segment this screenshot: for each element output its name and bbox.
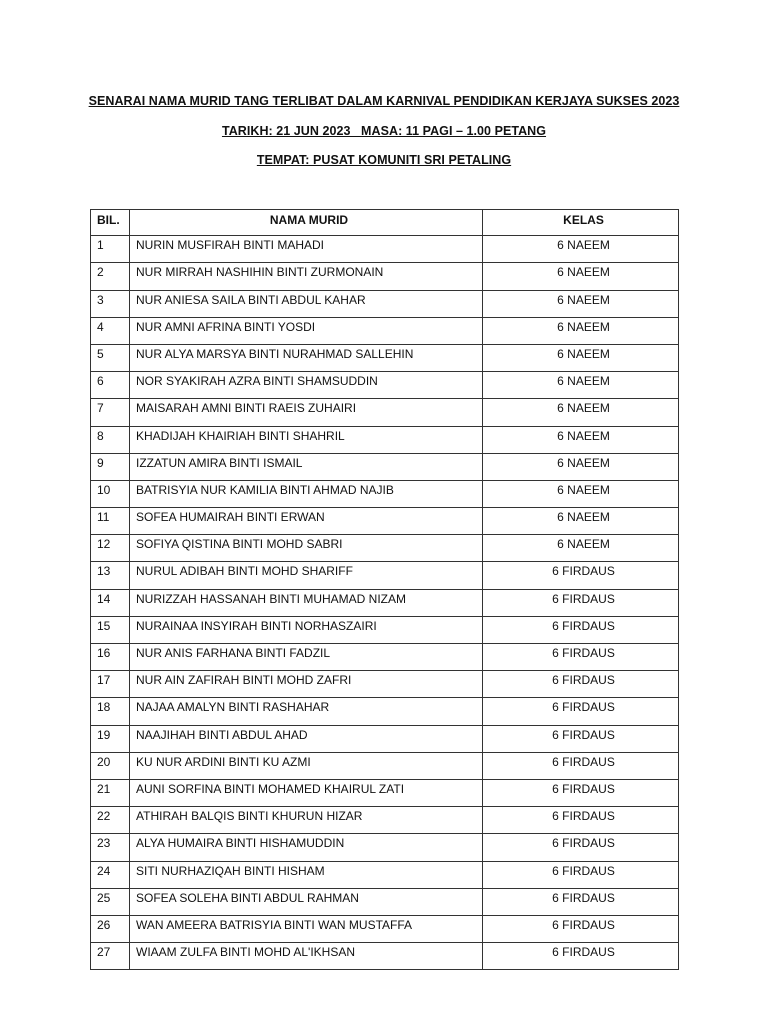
- table-row: [91, 888, 679, 915]
- cell-bil: 5: [91, 344, 130, 371]
- cell-bil: 3: [91, 290, 130, 317]
- table-row: [91, 807, 679, 834]
- cell-bil: 2: [91, 263, 130, 290]
- cell-kelas: 6 NAEEM: [483, 317, 679, 344]
- cell-kelas: 6 NAEEM: [483, 372, 679, 399]
- cell-kelas: 6 NAEEM: [483, 290, 679, 317]
- cell-kelas: 6 FIRDAUS: [483, 779, 679, 806]
- cell-nama-murid: WIAAM ZULFA BINTI MOHD AL'IKHSAN: [130, 943, 483, 970]
- cell-bil: 23: [91, 834, 130, 861]
- cell-bil: 12: [91, 535, 130, 562]
- cell-bil: 1: [91, 236, 130, 263]
- table-row: [91, 453, 679, 480]
- table-row: [91, 725, 679, 752]
- cell-kelas: 6 NAEEM: [483, 344, 679, 371]
- table-row: [91, 834, 679, 861]
- cell-bil: 10: [91, 480, 130, 507]
- table-row: [91, 698, 679, 725]
- cell-nama-murid: NOR SYAKIRAH AZRA BINTI SHAMSUDDIN: [130, 372, 483, 399]
- cell-kelas: 6 NAEEM: [483, 263, 679, 290]
- column-header-bil: BIL.: [91, 210, 130, 236]
- cell-nama-murid: NUR ANIS FARHANA BINTI FADZIL: [130, 644, 483, 671]
- cell-nama-murid: NURAINAA INSYIRAH BINTI NORHASZAIRI: [130, 616, 483, 643]
- table-row: [91, 644, 679, 671]
- cell-bil: 24: [91, 861, 130, 888]
- cell-nama-murid: NAAJIHAH BINTI ABDUL AHAD: [130, 725, 483, 752]
- cell-bil: 7: [91, 399, 130, 426]
- cell-kelas: 6 FIRDAUS: [483, 589, 679, 616]
- cell-bil: 11: [91, 508, 130, 535]
- cell-nama-murid: NURIZZAH HASSANAH BINTI MUHAMAD NIZAM: [130, 589, 483, 616]
- cell-bil: 25: [91, 888, 130, 915]
- cell-nama-murid: IZZATUN AMIRA BINTI ISMAIL: [130, 453, 483, 480]
- cell-kelas: 6 FIRDAUS: [483, 834, 679, 861]
- cell-bil: 19: [91, 725, 130, 752]
- table-row: [91, 480, 679, 507]
- cell-nama-murid: SITI NURHAZIQAH BINTI HISHAM: [130, 861, 483, 888]
- cell-kelas: 6 NAEEM: [483, 480, 679, 507]
- cell-nama-murid: SOFEA SOLEHA BINTI ABDUL RAHMAN: [130, 888, 483, 915]
- cell-bil: 14: [91, 589, 130, 616]
- cell-nama-murid: SOFIYA QISTINA BINTI MOHD SABRI: [130, 535, 483, 562]
- cell-kelas: 6 FIRDAUS: [483, 943, 679, 970]
- cell-bil: 20: [91, 752, 130, 779]
- table-row: [91, 861, 679, 888]
- cell-bil: 13: [91, 562, 130, 589]
- table-header-row: [91, 210, 679, 236]
- table-row: [91, 236, 679, 263]
- cell-bil: 8: [91, 426, 130, 453]
- table-row: [91, 752, 679, 779]
- table-row: [91, 562, 679, 589]
- cell-bil: 4: [91, 317, 130, 344]
- table-row: [91, 399, 679, 426]
- table-row: [91, 508, 679, 535]
- table-row: [91, 943, 679, 970]
- cell-nama-murid: NUR MIRRAH NASHIHIN BINTI ZURMONAIN: [130, 263, 483, 290]
- cell-nama-murid: BATRISYIA NUR KAMILIA BINTI AHMAD NAJIB: [130, 480, 483, 507]
- cell-nama-murid: MAISARAH AMNI BINTI RAEIS ZUHAIRI: [130, 399, 483, 426]
- cell-kelas: 6 NAEEM: [483, 508, 679, 535]
- cell-bil: 22: [91, 807, 130, 834]
- cell-nama-murid: AUNI SORFINA BINTI MOHAMED KHAIRUL ZATI: [130, 779, 483, 806]
- table-row: [91, 779, 679, 806]
- cell-bil: 9: [91, 453, 130, 480]
- cell-nama-murid: NUR ALYA MARSYA BINTI NURAHMAD SALLEHIN: [130, 344, 483, 371]
- cell-kelas: 6 FIRDAUS: [483, 807, 679, 834]
- cell-kelas: 6 NAEEM: [483, 236, 679, 263]
- cell-bil: 27: [91, 943, 130, 970]
- cell-bil: 17: [91, 671, 130, 698]
- table-row: [91, 372, 679, 399]
- cell-kelas: 6 FIRDAUS: [483, 752, 679, 779]
- cell-kelas: 6 NAEEM: [483, 426, 679, 453]
- cell-bil: 16: [91, 644, 130, 671]
- cell-nama-murid: ATHIRAH BALQIS BINTI KHURUN HIZAR: [130, 807, 483, 834]
- cell-kelas: 6 FIRDAUS: [483, 888, 679, 915]
- table-row: [91, 317, 679, 344]
- student-list-table: [90, 209, 679, 970]
- table-row: [91, 426, 679, 453]
- cell-nama-murid: NURUL ADIBAH BINTI MOHD SHARIFF: [130, 562, 483, 589]
- cell-nama-murid: NURIN MUSFIRAH BINTI MAHADI: [130, 236, 483, 263]
- table-row: [91, 671, 679, 698]
- date-time-line: TARIKH: 21 JUN 2023 MASA: 11 PAGI – 1.00 PETANG: [221, 124, 547, 138]
- cell-kelas: 6 NAEEM: [483, 453, 679, 480]
- table-row: [91, 290, 679, 317]
- cell-bil: 18: [91, 698, 130, 725]
- cell-nama-murid: NUR AIN ZAFIRAH BINTI MOHD ZAFRI: [130, 671, 483, 698]
- cell-bil: 26: [91, 915, 130, 942]
- cell-kelas: 6 FIRDAUS: [483, 698, 679, 725]
- cell-kelas: 6 FIRDAUS: [483, 644, 679, 671]
- cell-nama-murid: NUR ANIESA SAILA BINTI ABDUL KAHAR: [130, 290, 483, 317]
- table-row: [91, 915, 679, 942]
- cell-nama-murid: SOFEA HUMAIRAH BINTI ERWAN: [130, 508, 483, 535]
- cell-nama-murid: KU NUR ARDINI BINTI KU AZMI: [130, 752, 483, 779]
- table-row: [91, 263, 679, 290]
- venue-line: TEMPAT: PUSAT KOMUNITI SRI PETALING: [256, 153, 512, 167]
- cell-kelas: 6 FIRDAUS: [483, 915, 679, 942]
- cell-kelas: 6 FIRDAUS: [483, 562, 679, 589]
- cell-kelas: 6 FIRDAUS: [483, 725, 679, 752]
- cell-nama-murid: ALYA HUMAIRA BINTI HISHAMUDDIN: [130, 834, 483, 861]
- cell-nama-murid: WAN AMEERA BATRISYIA BINTI WAN MUSTAFFA: [130, 915, 483, 942]
- cell-bil: 6: [91, 372, 130, 399]
- table-row: [91, 535, 679, 562]
- cell-bil: 21: [91, 779, 130, 806]
- column-header-nama-murid: NAMA MURID: [130, 210, 483, 236]
- cell-kelas: 6 NAEEM: [483, 399, 679, 426]
- table-row: [91, 589, 679, 616]
- cell-nama-murid: NUR AMNI AFRINA BINTI YOSDI: [130, 317, 483, 344]
- cell-kelas: 6 FIRDAUS: [483, 861, 679, 888]
- cell-kelas: 6 NAEEM: [483, 535, 679, 562]
- document-title: SENARAI NAMA MURID TANG TERLIBAT DALAM KARNIVAL PENDIDIKAN KERJAYA SUKSES 2023: [88, 94, 680, 108]
- cell-nama-murid: KHADIJAH KHAIRIAH BINTI SHAHRIL: [130, 426, 483, 453]
- cell-bil: 15: [91, 616, 130, 643]
- cell-kelas: 6 FIRDAUS: [483, 671, 679, 698]
- cell-kelas: 6 FIRDAUS: [483, 616, 679, 643]
- table-row: [91, 344, 679, 371]
- cell-nama-murid: NAJAA AMALYN BINTI RASHAHAR: [130, 698, 483, 725]
- column-header-kelas: KELAS: [483, 210, 679, 236]
- table-row: [91, 616, 679, 643]
